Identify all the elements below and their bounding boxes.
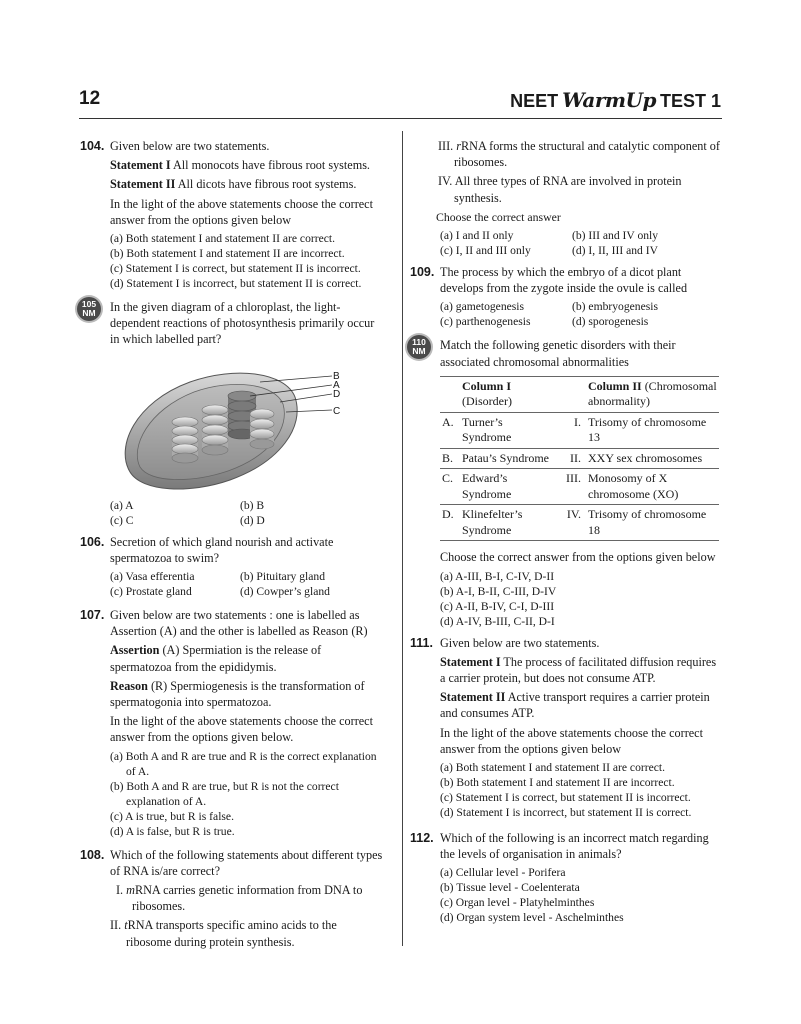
statement-1-text: The process of facilitated diffusion requires a carrier protein, but does not consume ATP. xyxy=(440,654,717,685)
table-header-row xyxy=(440,376,719,412)
label-c: C xyxy=(333,405,341,417)
options xyxy=(440,299,722,329)
question-111 xyxy=(410,635,722,820)
option-c[interactable]: (c) Prostate gland xyxy=(110,585,192,599)
header-rule xyxy=(79,118,722,119)
assertion-text: (A) Spermiation is the release of spermatozoa from the epididymis. xyxy=(110,643,322,674)
table-row: A. Turner’s Syndrome I. Trisomy of chromosome 13 xyxy=(440,412,719,448)
match-table xyxy=(440,376,719,542)
nm-badge xyxy=(407,335,431,359)
right-column xyxy=(410,138,722,930)
option-b[interactable]: (b) B xyxy=(240,498,265,512)
reason-text: (R) Spermiogenesis is the transformation of spermatogonia into spermatozoa. xyxy=(110,678,365,710)
question-text: Which of the following statements about different types of RNA is/are correct? xyxy=(110,847,383,878)
rna-statement-3-text: RNA forms the structural and catalytic component of ribosomes. xyxy=(454,139,720,170)
table-row: B. Patau’s Syndrome II. XXY sex chromosomes xyxy=(440,448,719,469)
option-d[interactable]: (d) sporogenesis xyxy=(572,315,649,329)
question-intro: Given below are two statements. xyxy=(110,139,270,153)
statement-2-text: Active transport requires a carrier protein and consumes ATP. xyxy=(440,690,710,721)
question-number: 106. xyxy=(80,534,105,549)
option-b[interactable]: (b) Pituitary gland xyxy=(240,570,326,584)
question-instruction: In the light of the above statements choose the correct answer from the options given below xyxy=(110,196,373,227)
statement-1 xyxy=(110,157,385,173)
option-c[interactable]: (c) C xyxy=(110,513,134,527)
question-109 xyxy=(410,264,722,329)
options xyxy=(110,569,385,599)
rna-statement-1-prefix: m xyxy=(126,883,135,898)
test-title xyxy=(510,88,721,112)
question-text: Secretion of which gland nourish and activate spermatozoa to swim? xyxy=(110,534,334,565)
question-108-continued xyxy=(410,138,722,258)
column-1-header: Column I (Disorder) xyxy=(460,376,556,412)
question-107 xyxy=(80,607,385,839)
question-instruction: In the light of the above statements choose the correct answer from the options given below xyxy=(440,725,703,756)
title-warmup-logo: WarmUp xyxy=(562,88,656,112)
question-104 xyxy=(80,138,385,291)
question-text: Match the following genetic disorders with their associated chromosomal abnormalities xyxy=(440,338,676,369)
options xyxy=(440,228,722,258)
option-b[interactable]: (b) III and IV only xyxy=(572,229,659,243)
statement-1 xyxy=(440,654,722,686)
option-c[interactable]: (c) Statement I is correct, but statement II is incorrect. xyxy=(440,790,691,804)
nm-badge xyxy=(77,297,101,321)
rna-statement-3-prefix: r xyxy=(456,139,462,153)
column-divider xyxy=(402,131,403,946)
rna-statement-3-numeral: III. xyxy=(438,139,457,153)
option-d[interactable]: (d) Organ system level - Aschelminthes xyxy=(440,911,624,925)
reason xyxy=(110,678,385,710)
question-number: 112. xyxy=(410,830,434,845)
rna-statement-3 xyxy=(438,138,722,170)
chloroplast-illustration xyxy=(110,352,340,492)
rna-statement-4: IV. All three types of RNA are involved in protein synthesis. xyxy=(438,174,682,205)
rna-statement-2 xyxy=(110,917,385,949)
page-number: 12 xyxy=(79,88,101,109)
option-c[interactable]: (c) I, II and III only xyxy=(440,244,531,258)
reason-label: Reason xyxy=(110,678,148,693)
option-d[interactable]: (d) D xyxy=(240,513,265,527)
rna-statement-2-prefix: t xyxy=(124,918,128,933)
badge-number: 105 xyxy=(81,299,97,310)
question-text: Which of the following is an incorrect match regarding the levels of organisation in animals? xyxy=(440,830,709,862)
question-text: The process by which the embryo of a dicot plant develops from the zygote inside the ovule is called xyxy=(440,265,688,296)
question-105 xyxy=(80,299,385,528)
title-neet: NEET xyxy=(510,91,559,111)
question-instruction: In the light of the above statements choose the correct answer from the options given below. xyxy=(110,714,373,745)
table-row: D. Klinefelter’s Syndrome IV. Trisomy of chromosome 18 xyxy=(440,505,719,541)
question-intro: Given below are two statements. xyxy=(440,635,600,650)
option-b[interactable]: (b) Both statement I and statement II are incorrect. xyxy=(440,775,675,789)
option-d[interactable]: (d) A-IV, B-III, C-II, D-I xyxy=(440,614,555,628)
label-a: A xyxy=(333,379,340,391)
rna-statement-1 xyxy=(116,882,385,914)
assertion xyxy=(110,642,385,674)
option-d[interactable]: (d) I, II, III and IV xyxy=(572,244,658,258)
question-106 xyxy=(80,534,385,599)
question-number: 107. xyxy=(80,608,105,623)
option-a[interactable]: (a) Vasa efferentia xyxy=(110,570,195,584)
question-number: 104. xyxy=(80,139,105,153)
option-b[interactable]: (b) Both A and R are true, but R is not the correct explanation of A. xyxy=(110,779,339,808)
option-a[interactable]: (a) I and II only xyxy=(440,229,514,243)
title-test: TEST 1 xyxy=(659,91,721,111)
badge-tag: NM xyxy=(82,308,96,319)
question-number: 111. xyxy=(410,635,433,650)
option-a[interactable]: (a) Both statement I and statement II are correct. xyxy=(110,232,336,246)
option-a[interactable]: (a) A-III, B-I, C-IV, D-II xyxy=(440,569,555,583)
option-d[interactable]: (d) A is false, but R is true. xyxy=(110,824,235,838)
question-number: 108. xyxy=(80,847,105,862)
question-112 xyxy=(410,830,722,925)
option-a[interactable]: (a) Both statement I and statement II are correct. xyxy=(440,760,666,774)
statement-2-label: Statement II xyxy=(440,690,506,705)
statement-2 xyxy=(110,176,385,192)
question-110 xyxy=(410,337,722,628)
column-2-header: Column II (Chromosomal abnormality) xyxy=(586,376,719,412)
option-a[interactable]: (a) gametogenesis xyxy=(440,300,525,314)
option-a[interactable]: (a) A xyxy=(110,498,134,512)
option-b[interactable]: (b) A-I, B-II, C-III, D-IV xyxy=(440,584,557,598)
table-row: C. Edward’s Syndrome III. Monosomy of X chromosome (XO) xyxy=(440,469,719,505)
question-instruction: Choose the correct answer xyxy=(436,209,561,224)
option-c[interactable]: (c) A-II, B-IV, C-I, D-III xyxy=(440,599,555,613)
badge-number: 110 xyxy=(412,337,426,348)
rna-statement-1-text: RNA carries genetic information from DNA to ribosomes. xyxy=(132,883,363,914)
option-d[interactable]: (d) Cowper’s gland xyxy=(240,585,330,599)
rna-statement-2-text: RNA transports specific amino acids to the ribosome during protein synthesis. xyxy=(126,918,337,949)
option-a[interactable]: (a) Cellular level - Porifera xyxy=(440,866,566,880)
option-d[interactable]: (d) Statement I is incorrect, but statement II is correct. xyxy=(110,277,362,291)
option-b[interactable]: (b) embryogenesis xyxy=(572,300,658,314)
option-c[interactable]: (c) A is true, but R is false. xyxy=(110,809,234,823)
question-instruction: Choose the correct answer from the options given below xyxy=(440,550,716,565)
rna-statement-1-numeral: I. xyxy=(116,883,127,898)
statement-2-label: Statement II xyxy=(110,177,176,192)
question-text: In the given diagram of a chloroplast, the light-dependent reactions of photosynthesis primarily occur in which labelled part? xyxy=(110,300,375,347)
question-108 xyxy=(80,847,385,950)
options xyxy=(110,498,385,528)
statement-2 xyxy=(440,689,722,721)
option-c[interactable]: (c) Organ level - Platyhelminthes xyxy=(440,896,595,910)
badge-tag: NM xyxy=(412,346,426,357)
question-number: 109. xyxy=(410,265,435,280)
option-c[interactable]: (c) parthenogenesis xyxy=(440,315,531,329)
statement-1-text: All monocots have fibrous root systems. xyxy=(170,158,370,173)
option-c[interactable]: (c) Statement I is correct, but statement II is incorrect. xyxy=(110,262,361,276)
chloroplast-diagram xyxy=(110,352,340,492)
statement-1-label: Statement I xyxy=(440,654,501,669)
option-a[interactable]: (a) Both A and R are true and R is the correct explanation of A. xyxy=(110,749,377,778)
assertion-label: Assertion xyxy=(110,643,160,658)
statement-2-text: All dicots have fibrous root systems. xyxy=(175,177,357,192)
rna-statement-2-numeral: II. xyxy=(110,918,125,933)
option-b[interactable]: (b) Tissue level - Coelenterata xyxy=(440,881,580,895)
label-d: D xyxy=(333,388,341,400)
label-b: B xyxy=(333,370,340,382)
question-intro: Given below are two statements : one is labelled as Assertion (A) and the other is labelled as Reason (R) xyxy=(110,608,368,639)
option-d[interactable]: (d) Statement I is incorrect, but statement II is correct. xyxy=(440,805,692,819)
statement-1-label: Statement I xyxy=(110,158,171,173)
option-b[interactable]: (b) Both statement I and statement II are incorrect. xyxy=(110,247,345,261)
left-column xyxy=(80,138,385,955)
